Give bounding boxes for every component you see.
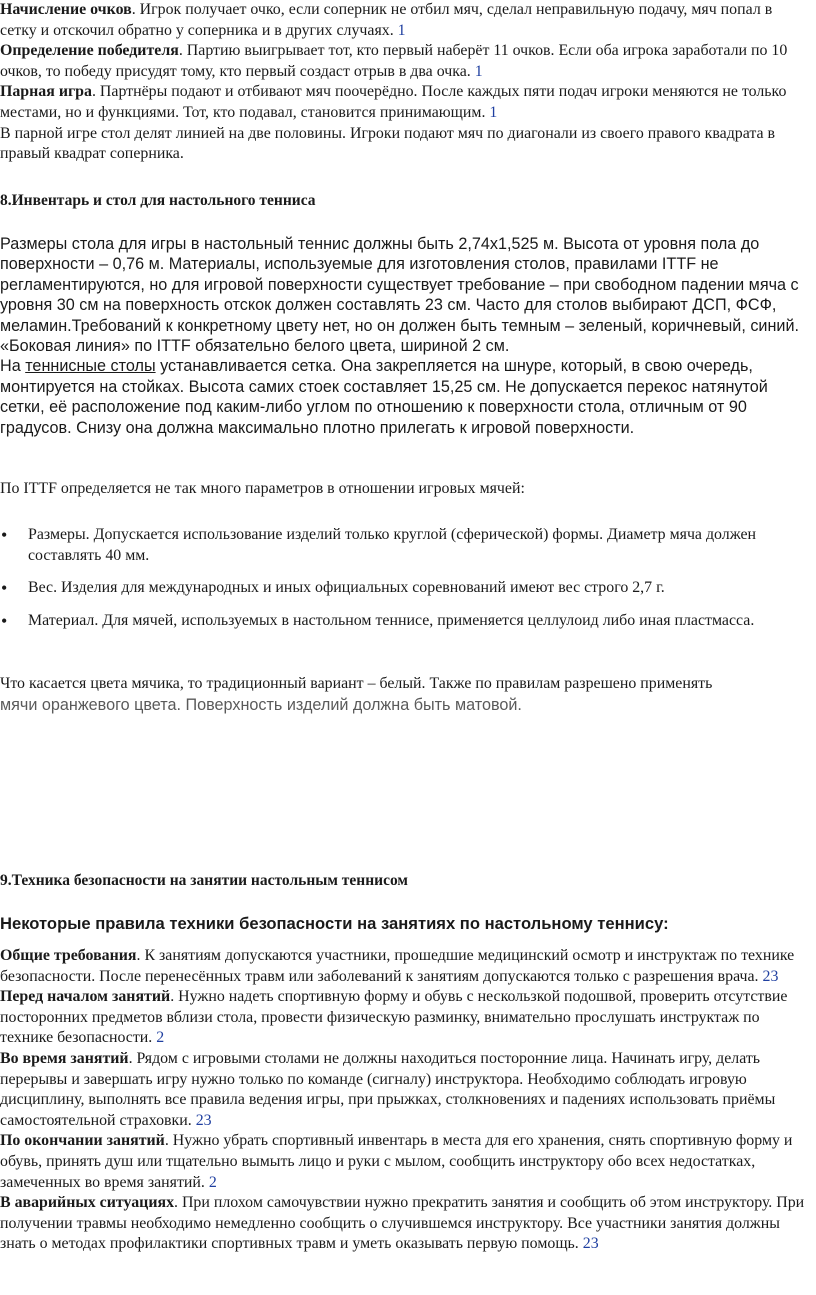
rule-text: . Нужно надеть спортивную форму и обувь с нескользкой подошвой, проверить отсутствие посторонних предметов вблизи стола, провести физическую разминку, внимательно прослушать инструктаж по технике безопасности.: [0, 988, 788, 1047]
rule-term: Во время занятий: [0, 1049, 129, 1067]
list-item: • Размеры. Допускается использование изделий только круглой (сферической) формы. Диаметр мяча должен составлять 40 мм.: [0, 525, 812, 566]
safety-rule: [0, 1193, 812, 1255]
rule-term: Общие требования: [0, 947, 137, 964]
tables-link[interactable]: теннисные столы: [25, 357, 156, 376]
doubles-note: В парной игре стол делят линией на две половины. Игроки подают мяч по диагонали из своего правого квадрата в правый квадрат соперника.: [0, 124, 776, 163]
rule-term: Начисление очков: [0, 1, 132, 18]
table-text: Размеры стола для игры в настольный теннис должны быть 2,74х1,525 м. Высота от уровня пола до поверхности – 0,76 м. Материалы, используемые для изготовления столов, правилами ITTF не регламентируются, но для игровой поверхности существует требование – при свободном падении мяча с уровня 30 см на поверхность отскок должен составлять 23 см. Часто для столов выбирают ДСП, ФСФ, меламин.Требований к конкретному цвету нет, но он должен быть темным – зеленый, коричневый, синий. «Боковая линия» по ITTF обязательно белого цвета, шириной 2 см.: [0, 235, 800, 356]
table-requirements: [0, 234, 812, 438]
rule-text: . Партнёры подают и отбивают мяч поочерёдно. После каждых пяти подач игроки меняются не только местами, но и функциями. Тот, кто подавал, становится принимающим.: [0, 83, 787, 121]
list-item: • Вес. Изделия для международных и иных официальных соревнований имеют вес строго 2,7 г.: [0, 578, 812, 599]
safety-rule: [0, 1049, 812, 1131]
rule-term: Определение победителя: [0, 42, 179, 60]
section-8-heading: 8.Инвентарь и стол для настольного тенниса: [0, 192, 316, 209]
section-9-heading: 9.Техника безопасности на занятии настольным теннисом: [0, 872, 408, 889]
rule-text: . При плохом самочувствии нужно прекратить занятия и сообщить об этом инструктору. При получении травмы необходимо немедленно сообщить о случившемся инструктору. Все участники занятия должны знать о методах профилактики спортивных травм и уметь оказывать первую помощь.: [0, 1194, 805, 1253]
safety-rule: [0, 946, 812, 987]
rule-text: . Игрок получает очко, если соперник не отбил мяч, сделал неправильную подачу, мяч попал в сетку и отскочил обратно у соперника и в других случаях.: [0, 1, 773, 39]
rule-term: Парная игра: [0, 83, 92, 101]
net-description: устанавливается сетка. Она закрепляется на шнуре, который, в свою очередь, монтируется на стойках. Высота самих стоек составляет 15,25 см. Не допускается перекос натянутой сетки, её расположение под каким-либо углом по отношению к поверхности стола, отличным от 90 градусов. Снизу она должна максимально плотно прилегать к игровой поверхности.: [0, 357, 768, 437]
rule-text: . Рядом с игровыми столами не должны находиться посторонние лица. Начинать игру, делать перерывы и завершать игру нужно только по команде (сигналу) инструктора. Необходимо соблюдать игровую дисциплину, выполнять все правила ведения игры, при прыжках, столкновениях и падениях использовать приёмы самостоятельной страховки.: [0, 1049, 776, 1129]
reference-link[interactable]: 1: [397, 21, 406, 39]
rule-paragraph: [0, 41, 812, 82]
ball-parameters-list: [0, 525, 812, 631]
ball-color-text: Что касается цвета мячика, то традиционный вариант – белый. Также по правилам разрешено применять: [0, 675, 713, 692]
reference-link[interactable]: 2: [208, 1173, 217, 1191]
rule-text: . К занятиям допускаются участники, прошедшие медицинский осмотр и инструктаж по технике безопасности. После перенесённых травм или заболеваний к занятиям допускаются только с разрешения врача.: [0, 947, 795, 985]
scoring-rules: [0, 0, 812, 165]
net-prefix: На: [0, 357, 26, 376]
rule-paragraph: [0, 0, 812, 41]
rule-paragraph: [0, 82, 812, 123]
reference-link[interactable]: 1: [489, 103, 498, 121]
rule-term: Перед началом занятий: [0, 988, 171, 1006]
reference-link[interactable]: 23: [762, 967, 779, 985]
rule-text: . Партию выигрывает тот, кто первый наберёт 11 очков. Если оба игрока заработали по 10 очков, то победу присудят тому, кто первый создаст отрыв в два очка.: [0, 42, 788, 80]
reference-link[interactable]: 2: [156, 1029, 165, 1047]
safety-rule: [0, 1131, 812, 1193]
balls-intro: По ITTF определяется не так много параметров в отношении игровых мячей:: [0, 480, 525, 497]
reference-link[interactable]: 23: [195, 1111, 212, 1129]
safety-rules: [0, 946, 812, 1255]
ball-color-text-continued: мячи оранжевого цвета. Поверхность изделий должна быть матовой.: [0, 695, 522, 714]
reference-link[interactable]: 1: [474, 62, 483, 80]
net-text: [0, 356, 812, 438]
reference-link[interactable]: 23: [582, 1235, 599, 1253]
safety-rule: [0, 987, 812, 1049]
safety-subheading: Некоторые правила техники безопасности на занятиях по настольному теннису:: [0, 914, 669, 933]
rule-term: В аварийных ситуациях: [0, 1194, 175, 1212]
list-item: • Материал. Для мячей, используемых в настольном теннисе, применяется целлулоид либо иная пластмасса.: [0, 611, 812, 632]
ball-color-paragraph: [0, 674, 812, 715]
rule-text: . Нужно убрать спортивный инвентарь в места для его хранения, снять спортивную форму и обувь, принять душ или тщательно вымыть лицо и руки с мылом, сообщить инструктору обо всех недостатках, замеченных во время занятий.: [0, 1132, 793, 1191]
rule-term: По окончании занятий: [0, 1132, 165, 1150]
